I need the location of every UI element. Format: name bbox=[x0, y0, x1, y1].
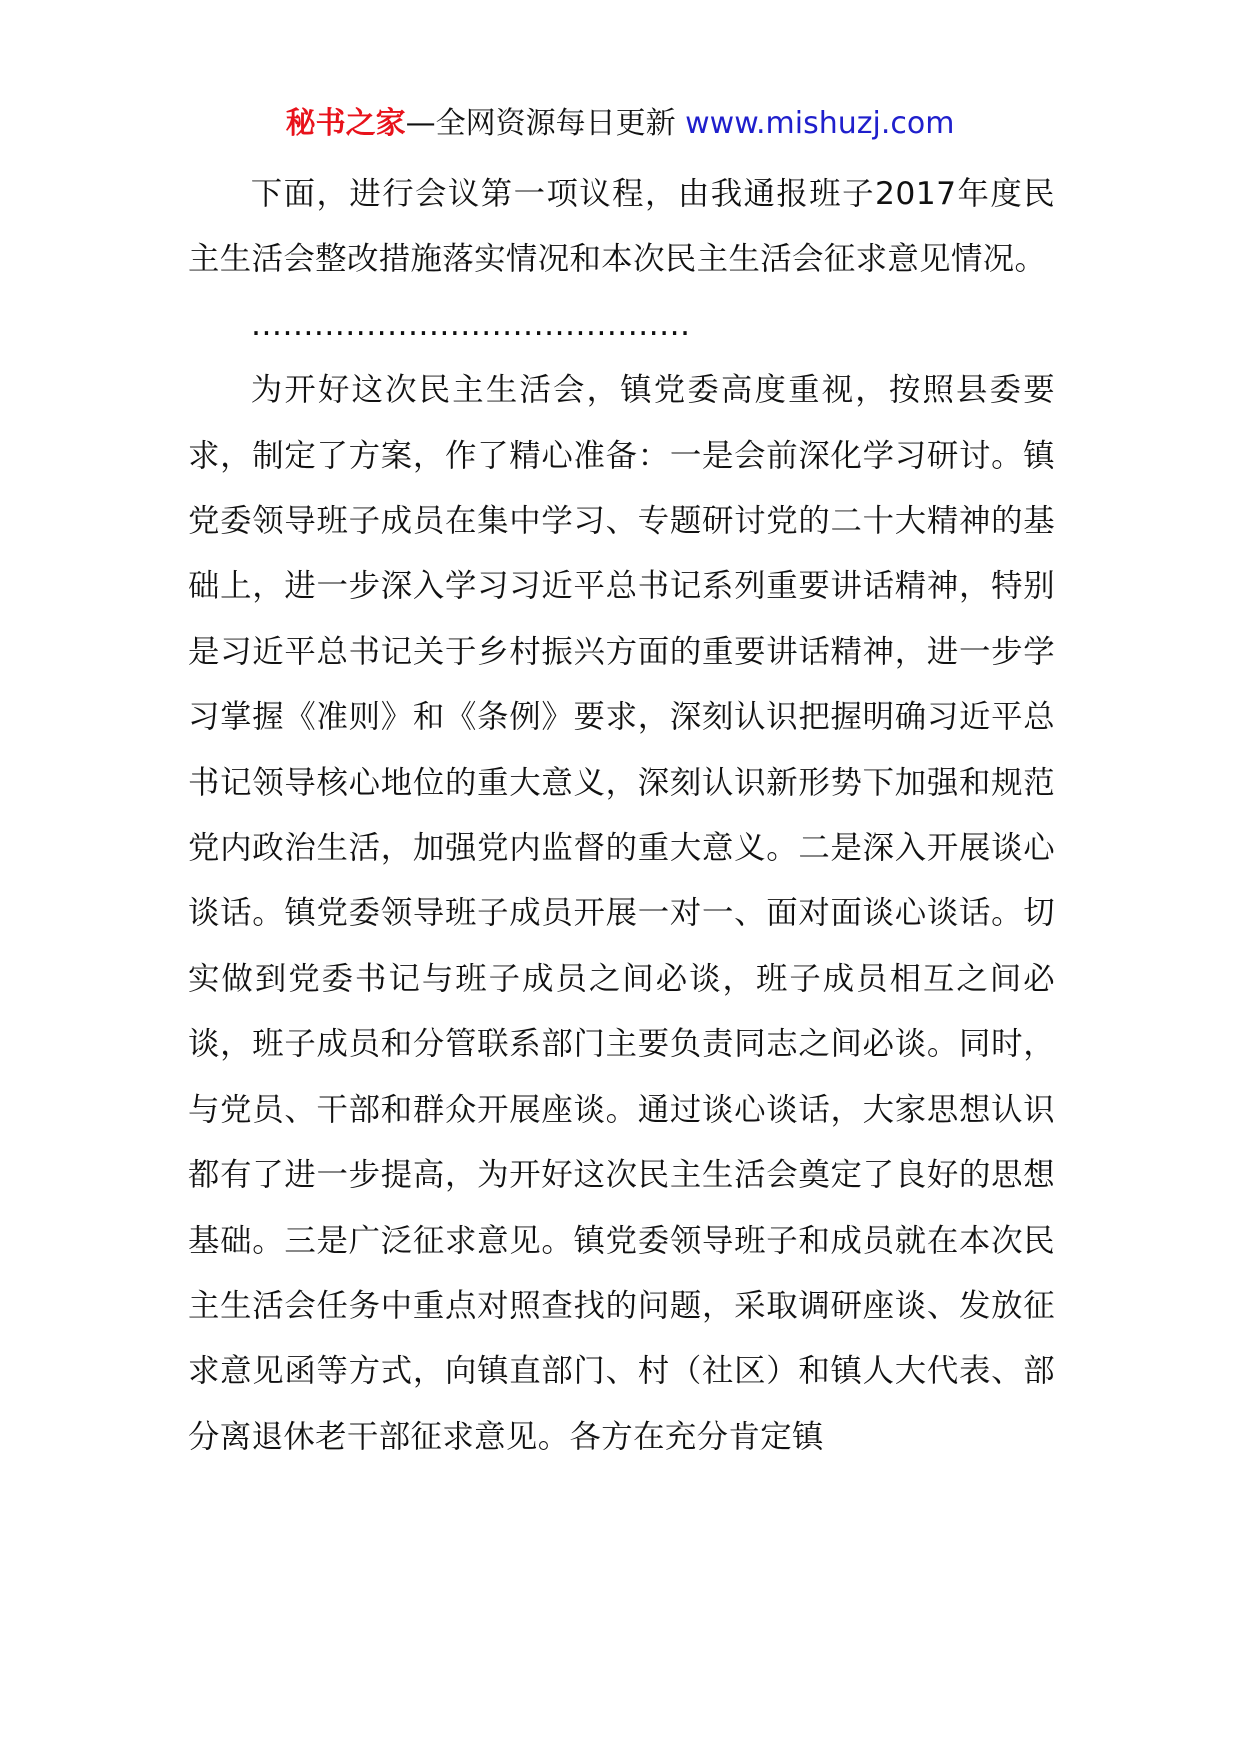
brand-name: 秘书之家 bbox=[285, 106, 406, 141]
ellipsis-line: …………………………………… bbox=[250, 306, 691, 343]
document-header bbox=[0, 104, 1240, 144]
website-link[interactable]: www.mishuzj.com bbox=[685, 106, 955, 141]
paragraph-agenda: 下面，进行会议第一项议程，由我通报班子2017年度民主生活会整改措施落实情况和本次民主生活会征求意见情况。 bbox=[188, 176, 1055, 278]
header-tagline: —全网资源每日更新 bbox=[405, 106, 686, 141]
paragraph-preparation: 为开好这次民主生活会，镇党委高度重视，按照县委要求，制定了方案，作了精心准备：一是会前深化学习研讨。镇党委领导班子成员在集中学习、专题研讨党的二十大精神的基础上，进一步深入学习习近平总书记系列重要讲话精神，特别是习近平总书记关于乡村振兴方面的重要讲话精神，进一步学习掌握《准则》和《条例》要求，深刻认识把握明确习近平总书记领导核心地位的重大意义，深刻认识新形势下加强和规范党内政治生活，加强党内监督的重大意义。二是深入开展谈心谈话。镇党委领导班子成员开展一对一、面对面谈心谈话。切实做到党委书记与班子成员之间必谈，班子成员相互之间必谈，班子成员和分管联系部门主要负责同志之间必谈。同时，与党员、干部和群众开展座谈。通过谈心谈话，大家思想认识都有了进一步提高，为开好这次民主生活会奠定了良好的思想基础。三是广泛征求意见。镇党委领导班子和成员就在本次民主生活会任务中重点对照查找的问题，采取调研座谈、发放征求意见函等方式，向镇直部门、村（社区）和镇人大代表、部分离退休老干部征求意见。各方在充分肯定镇 bbox=[188, 372, 1055, 1455]
document-body bbox=[188, 162, 1055, 1470]
